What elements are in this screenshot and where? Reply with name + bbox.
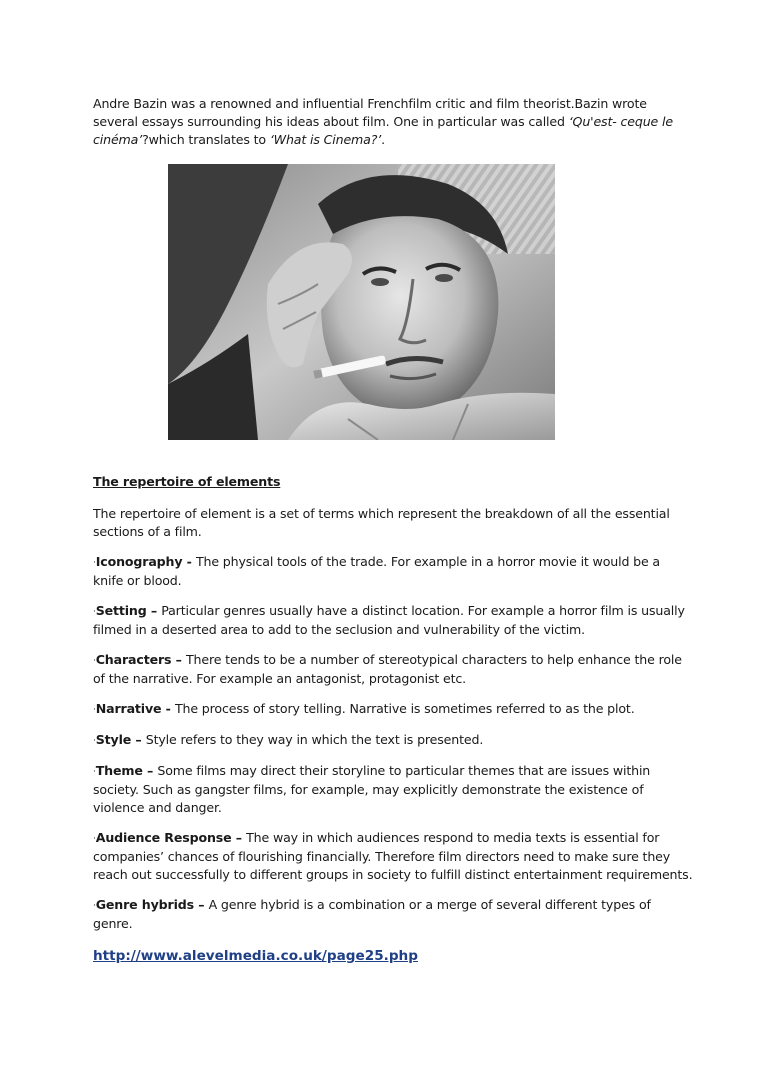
bullet-icon: · (93, 607, 96, 617)
intro-text-1: Andre Bazin was a renowned and influential Frenchfilm critic and film theorist.Bazin wrote several essays surrounding his ideas about film. One in particular was called (93, 96, 647, 129)
section-description: The repertoire of element is a set of terms which represent the breakdown of all the essential sections of a film. (93, 506, 670, 539)
list-item (93, 731, 693, 750)
term-text: Style refers to they way in which the text is presented. (145, 732, 484, 747)
source-link[interactable]: http://www.alevelmedia.co.uk/page25.php (93, 948, 418, 964)
intro-paragraph (93, 95, 693, 149)
term-text: Particular genres usually have a distinct location. For example a horror film is usually filmed in a deserted area to add to the seclusion and vulnerability of the victim. (93, 603, 685, 637)
term-text: Some films may direct their storyline to particular themes that are issues within society. Such as gangster films, for example, may explicitly demonstrate the existence of violence and danger. (93, 763, 651, 815)
term-label: Theme – (95, 763, 158, 778)
bullet-icon: · (93, 558, 96, 568)
bullet-icon: · (93, 901, 96, 911)
term-label: Iconography - (95, 554, 196, 569)
term-text: A genre hybrid is a combination or a merge of several different types of genre. (93, 897, 651, 931)
portrait-photo (168, 164, 555, 440)
term-label: Style – (95, 732, 146, 747)
list-item (93, 829, 693, 884)
term-text: The process of story telling. Narrative is sometimes referred to as the plot. (174, 701, 635, 716)
term-text: The physical tools of the trade. For example in a horror movie it would be a knife or blood. (93, 554, 661, 588)
intro-text-2: ?which translates to (142, 132, 270, 147)
intro-italic-title: ‘Qu'est- ceque le cinéma’ (93, 114, 673, 147)
bullet-icon: · (93, 705, 96, 715)
bullet-icon: · (93, 834, 96, 844)
list-item (93, 553, 693, 590)
document-page (93, 95, 693, 966)
bullet-icon: · (93, 767, 96, 777)
list-item (93, 896, 693, 933)
intro-italic-translation: ‘What is Cinema?’ (269, 132, 382, 147)
term-label: Audience Response – (95, 830, 247, 845)
term-text: There tends to be a number of stereotypical characters to help enhance the role of the narrative. For example an antagonist, protagonist etc. (93, 652, 682, 686)
bullet-icon: · (93, 656, 96, 666)
term-label: Setting – (95, 603, 162, 618)
term-label: Narrative - (95, 701, 175, 716)
list-item (93, 700, 693, 719)
list-item (93, 602, 693, 639)
section-heading: The repertoire of elements (93, 474, 281, 489)
intro-text-3: . (381, 132, 385, 147)
elements-list (93, 553, 693, 933)
list-item (93, 762, 693, 817)
term-text: The way in which audiences respond to media texts is essential for companies’ chances of flourishing financially. Therefore film directors need to make sure they reach out successfully to different groups in society to fulfill distinct entertainment requirements. (93, 830, 693, 882)
bullet-icon: · (93, 736, 96, 746)
term-label: Characters – (95, 652, 186, 667)
list-item (93, 651, 693, 688)
term-label: Genre hybrids – (95, 897, 209, 912)
